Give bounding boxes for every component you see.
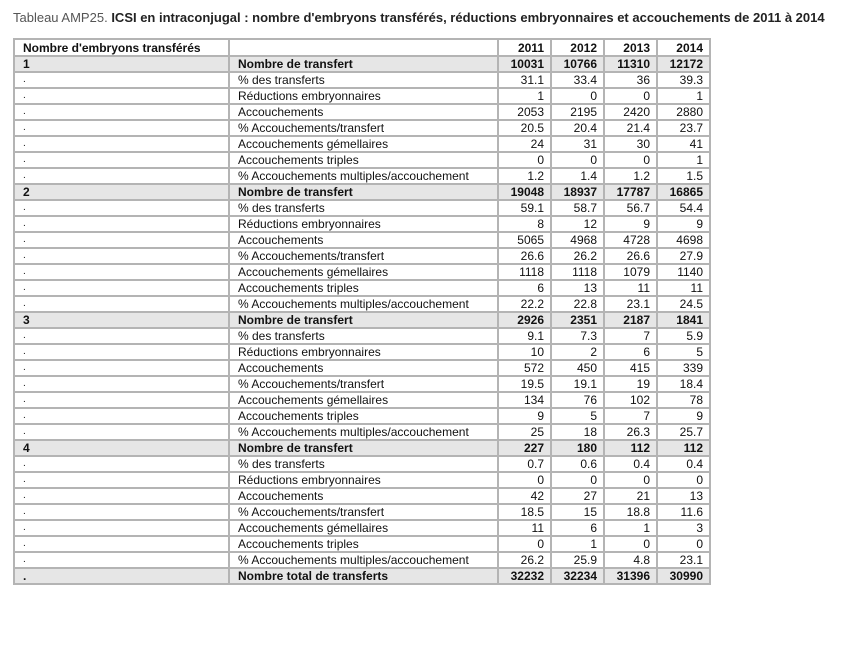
placeholder-dot-cell: . — [14, 232, 229, 248]
value-2014: 9 — [657, 216, 710, 232]
value-2012: 25.9 — [551, 552, 604, 568]
header-year-2011: 2011 — [498, 39, 551, 56]
table-row — [14, 248, 710, 264]
value-2011: 2926 — [498, 312, 551, 328]
value-2011: 26.2 — [498, 552, 551, 568]
table-row — [14, 520, 710, 536]
value-2013: 1079 — [604, 264, 657, 280]
value-2011: 25 — [498, 424, 551, 440]
value-2014: 9 — [657, 408, 710, 424]
value-2011: 10 — [498, 344, 551, 360]
placeholder-dot-cell: . — [14, 392, 229, 408]
group-header-row — [14, 440, 710, 456]
value-2013: 21.4 — [604, 120, 657, 136]
value-2014: 5 — [657, 344, 710, 360]
value-2014: 23.7 — [657, 120, 710, 136]
placeholder-dot-cell: . — [14, 152, 229, 168]
data-table — [13, 38, 711, 585]
value-2013: 9 — [604, 216, 657, 232]
placeholder-dot-cell: . — [14, 488, 229, 504]
value-2013: 4.8 — [604, 552, 657, 568]
total-row — [14, 568, 710, 584]
placeholder-dot-cell: . — [14, 120, 229, 136]
placeholder-dot-cell: . — [14, 136, 229, 152]
value-2013: 0 — [604, 536, 657, 552]
value-2013: 1 — [604, 520, 657, 536]
value-2012: 0 — [551, 472, 604, 488]
value-2013: 2187 — [604, 312, 657, 328]
value-2013: 26.3 — [604, 424, 657, 440]
value-2011: 11 — [498, 520, 551, 536]
placeholder-dot-cell: . — [14, 344, 229, 360]
header-year-2013: 2013 — [604, 39, 657, 56]
value-2012: 0.6 — [551, 456, 604, 472]
value-2013: 11 — [604, 280, 657, 296]
value-2014: 5.9 — [657, 328, 710, 344]
value-2013: 26.6 — [604, 248, 657, 264]
table-row — [14, 232, 710, 248]
value-2012: 2351 — [551, 312, 604, 328]
table-row — [14, 360, 710, 376]
table-title — [13, 10, 825, 25]
table-row — [14, 264, 710, 280]
value-2013: 23.1 — [604, 296, 657, 312]
value-2012: 33.4 — [551, 72, 604, 88]
value-2012: 1118 — [551, 264, 604, 280]
placeholder-dot-cell: . — [14, 504, 229, 520]
table-row — [14, 72, 710, 88]
placeholder-dot-cell: . — [14, 520, 229, 536]
placeholder-dot-cell: . — [14, 168, 229, 184]
indicator-label: % Accouchements/transfert — [229, 504, 498, 520]
value-2011: 572 — [498, 360, 551, 376]
value-2011: 19.5 — [498, 376, 551, 392]
indicator-label: Réductions embryonnaires — [229, 216, 498, 232]
value-2013: 0 — [604, 472, 657, 488]
indicator-label: % des transferts — [229, 72, 498, 88]
value-2011: 0.7 — [498, 456, 551, 472]
embryo-count-cell: 3 — [14, 312, 229, 328]
value-2012: 4968 — [551, 232, 604, 248]
table-row — [14, 376, 710, 392]
value-2014: 1 — [657, 152, 710, 168]
value-2012: 22.8 — [551, 296, 604, 312]
indicator-label: % Accouchements multiples/accouchement — [229, 168, 498, 184]
header-indicator — [229, 39, 498, 56]
total-value-2013: 31396 — [604, 568, 657, 584]
value-2011: 134 — [498, 392, 551, 408]
value-2012: 58.7 — [551, 200, 604, 216]
indicator-label: % Accouchements multiples/accouchement — [229, 424, 498, 440]
value-2014: 1 — [657, 88, 710, 104]
value-2012: 26.2 — [551, 248, 604, 264]
table-row — [14, 88, 710, 104]
header-year-2014: 2014 — [657, 39, 710, 56]
table-row — [14, 536, 710, 552]
indicator-label: % des transferts — [229, 328, 498, 344]
value-2011: 26.6 — [498, 248, 551, 264]
table-row — [14, 392, 710, 408]
total-value-2011: 32232 — [498, 568, 551, 584]
indicator-label: Accouchements triples — [229, 152, 498, 168]
value-2011: 59.1 — [498, 200, 551, 216]
value-2012: 13 — [551, 280, 604, 296]
value-2014: 24.5 — [657, 296, 710, 312]
placeholder-dot-cell: . — [14, 280, 229, 296]
table-row — [14, 504, 710, 520]
indicator-label: % Accouchements multiples/accouchement — [229, 296, 498, 312]
value-2014: 27.9 — [657, 248, 710, 264]
table-row — [14, 168, 710, 184]
value-2011: 2053 — [498, 104, 551, 120]
indicator-label: Accouchements gémellaires — [229, 520, 498, 536]
indicator-label: Accouchements triples — [229, 536, 498, 552]
value-2012: 19.1 — [551, 376, 604, 392]
table-row — [14, 280, 710, 296]
indicator-label: % Accouchements multiples/accouchement — [229, 552, 498, 568]
indicator-label: Accouchements — [229, 232, 498, 248]
value-2011: 1.2 — [498, 168, 551, 184]
value-2014: 41 — [657, 136, 710, 152]
indicator-label: % des transferts — [229, 200, 498, 216]
table-row — [14, 136, 710, 152]
value-2014: 339 — [657, 360, 710, 376]
value-2014: 1841 — [657, 312, 710, 328]
group-header-row — [14, 312, 710, 328]
value-2012: 76 — [551, 392, 604, 408]
value-2012: 6 — [551, 520, 604, 536]
value-2012: 10766 — [551, 56, 604, 72]
table-row — [14, 152, 710, 168]
value-2011: 0 — [498, 152, 551, 168]
total-value-2012: 32234 — [551, 568, 604, 584]
value-2014: 1140 — [657, 264, 710, 280]
placeholder-dot-cell: . — [14, 264, 229, 280]
value-2014: 11 — [657, 280, 710, 296]
value-2011: 8 — [498, 216, 551, 232]
value-2014: 18.4 — [657, 376, 710, 392]
value-2013: 2420 — [604, 104, 657, 120]
value-2012: 0 — [551, 152, 604, 168]
value-2012: 1 — [551, 536, 604, 552]
indicator-label: Accouchements — [229, 360, 498, 376]
placeholder-dot-cell: . — [14, 424, 229, 440]
value-2012: 2 — [551, 344, 604, 360]
value-2013: 4728 — [604, 232, 657, 248]
value-2012: 7.3 — [551, 328, 604, 344]
indicator-label: Nombre de transfert — [229, 312, 498, 328]
value-2013: 7 — [604, 328, 657, 344]
placeholder-dot-cell: . — [14, 536, 229, 552]
placeholder-dot-cell: . — [14, 216, 229, 232]
table-row — [14, 328, 710, 344]
value-2011: 24 — [498, 136, 551, 152]
value-2013: 19 — [604, 376, 657, 392]
value-2014: 16865 — [657, 184, 710, 200]
value-2013: 36 — [604, 72, 657, 88]
value-2013: 112 — [604, 440, 657, 456]
placeholder-dot-cell: . — [14, 104, 229, 120]
value-2012: 31 — [551, 136, 604, 152]
value-2011: 19048 — [498, 184, 551, 200]
value-2011: 9 — [498, 408, 551, 424]
indicator-label: % Accouchements/transfert — [229, 120, 498, 136]
value-2012: 20.4 — [551, 120, 604, 136]
indicator-label: Accouchements gémellaires — [229, 264, 498, 280]
table-row — [14, 296, 710, 312]
value-2012: 2195 — [551, 104, 604, 120]
value-2012: 180 — [551, 440, 604, 456]
value-2013: 18.8 — [604, 504, 657, 520]
value-2012: 15 — [551, 504, 604, 520]
value-2012: 18 — [551, 424, 604, 440]
value-2014: 54.4 — [657, 200, 710, 216]
value-2011: 6 — [498, 280, 551, 296]
value-2013: 0 — [604, 88, 657, 104]
value-2014: 39.3 — [657, 72, 710, 88]
header-year-2012: 2012 — [551, 39, 604, 56]
indicator-label: % des transferts — [229, 456, 498, 472]
placeholder-dot-cell: . — [14, 456, 229, 472]
indicator-label: Accouchements — [229, 104, 498, 120]
value-2014: 12172 — [657, 56, 710, 72]
placeholder-dot-cell: . — [14, 296, 229, 312]
value-2014: 13 — [657, 488, 710, 504]
value-2014: 1.5 — [657, 168, 710, 184]
table-row — [14, 200, 710, 216]
total-label: Nombre total de transferts — [229, 568, 498, 584]
table-caption: ICSI en intraconjugal : nombre d'embryons transférés, réductions embryonnaires et accouchements de 2011 à 2014 — [111, 10, 825, 25]
placeholder-dot-cell: . — [14, 328, 229, 344]
value-2014: 25.7 — [657, 424, 710, 440]
value-2014: 3 — [657, 520, 710, 536]
value-2013: 6 — [604, 344, 657, 360]
value-2014: 11.6 — [657, 504, 710, 520]
group-header-row — [14, 56, 710, 72]
indicator-label: Accouchements gémellaires — [229, 392, 498, 408]
value-2013: 11310 — [604, 56, 657, 72]
embryo-count-cell: 4 — [14, 440, 229, 456]
value-2013: 1.2 — [604, 168, 657, 184]
value-2014: 4698 — [657, 232, 710, 248]
value-2012: 450 — [551, 360, 604, 376]
placeholder-dot-cell: . — [14, 88, 229, 104]
value-2011: 10031 — [498, 56, 551, 72]
table-row — [14, 104, 710, 120]
indicator-label: Réductions embryonnaires — [229, 344, 498, 360]
placeholder-dot-cell: . — [14, 200, 229, 216]
value-2011: 0 — [498, 472, 551, 488]
value-2014: 2880 — [657, 104, 710, 120]
embryo-count-cell: 2 — [14, 184, 229, 200]
value-2012: 0 — [551, 88, 604, 104]
indicator-label: Nombre de transfert — [229, 440, 498, 456]
value-2011: 0 — [498, 536, 551, 552]
placeholder-dot-cell: . — [14, 552, 229, 568]
value-2011: 5065 — [498, 232, 551, 248]
value-2011: 9.1 — [498, 328, 551, 344]
indicator-label: Réductions embryonnaires — [229, 472, 498, 488]
embryo-count-cell: 1 — [14, 56, 229, 72]
table-row — [14, 216, 710, 232]
value-2013: 0 — [604, 152, 657, 168]
table-row — [14, 408, 710, 424]
value-2014: 78 — [657, 392, 710, 408]
placeholder-dot-cell: . — [14, 72, 229, 88]
value-2013: 21 — [604, 488, 657, 504]
indicator-label: % Accouchements/transfert — [229, 376, 498, 392]
placeholder-dot-cell: . — [14, 248, 229, 264]
value-2013: 102 — [604, 392, 657, 408]
table-row — [14, 472, 710, 488]
value-2011: 227 — [498, 440, 551, 456]
value-2013: 415 — [604, 360, 657, 376]
value-2011: 22.2 — [498, 296, 551, 312]
indicator-label: Nombre de transfert — [229, 184, 498, 200]
value-2012: 12 — [551, 216, 604, 232]
table-row — [14, 424, 710, 440]
value-2013: 7 — [604, 408, 657, 424]
table-number: Tableau AMP25. — [13, 10, 108, 25]
indicator-label: Accouchements — [229, 488, 498, 504]
value-2013: 30 — [604, 136, 657, 152]
table-row — [14, 488, 710, 504]
value-2013: 56.7 — [604, 200, 657, 216]
header-embryos-transferred: Nombre d'embryons transférés — [14, 39, 229, 56]
value-2014: 0.4 — [657, 456, 710, 472]
value-2013: 0.4 — [604, 456, 657, 472]
group-header-row — [14, 184, 710, 200]
value-2012: 1.4 — [551, 168, 604, 184]
value-2011: 1 — [498, 88, 551, 104]
value-2014: 112 — [657, 440, 710, 456]
value-2014: 23.1 — [657, 552, 710, 568]
value-2011: 42 — [498, 488, 551, 504]
value-2011: 1118 — [498, 264, 551, 280]
placeholder-dot-cell: . — [14, 376, 229, 392]
placeholder-dot-cell: . — [14, 408, 229, 424]
value-2011: 20.5 — [498, 120, 551, 136]
total-value-2014: 30990 — [657, 568, 710, 584]
table-row — [14, 344, 710, 360]
value-2012: 5 — [551, 408, 604, 424]
value-2012: 27 — [551, 488, 604, 504]
placeholder-dot-cell: . — [14, 472, 229, 488]
table-row — [14, 552, 710, 568]
value-2014: 0 — [657, 536, 710, 552]
value-2013: 17787 — [604, 184, 657, 200]
placeholder-dot-cell: . — [14, 360, 229, 376]
header-row — [14, 39, 710, 56]
indicator-label: Réductions embryonnaires — [229, 88, 498, 104]
indicator-label: Accouchements triples — [229, 408, 498, 424]
indicator-label: Accouchements gémellaires — [229, 136, 498, 152]
value-2011: 31.1 — [498, 72, 551, 88]
value-2011: 18.5 — [498, 504, 551, 520]
table-row — [14, 120, 710, 136]
value-2014: 0 — [657, 472, 710, 488]
indicator-label: % Accouchements/transfert — [229, 248, 498, 264]
indicator-label: Nombre de transfert — [229, 56, 498, 72]
table-row — [14, 456, 710, 472]
indicator-label: Accouchements triples — [229, 280, 498, 296]
value-2012: 18937 — [551, 184, 604, 200]
placeholder-dot-cell: . — [14, 568, 229, 584]
